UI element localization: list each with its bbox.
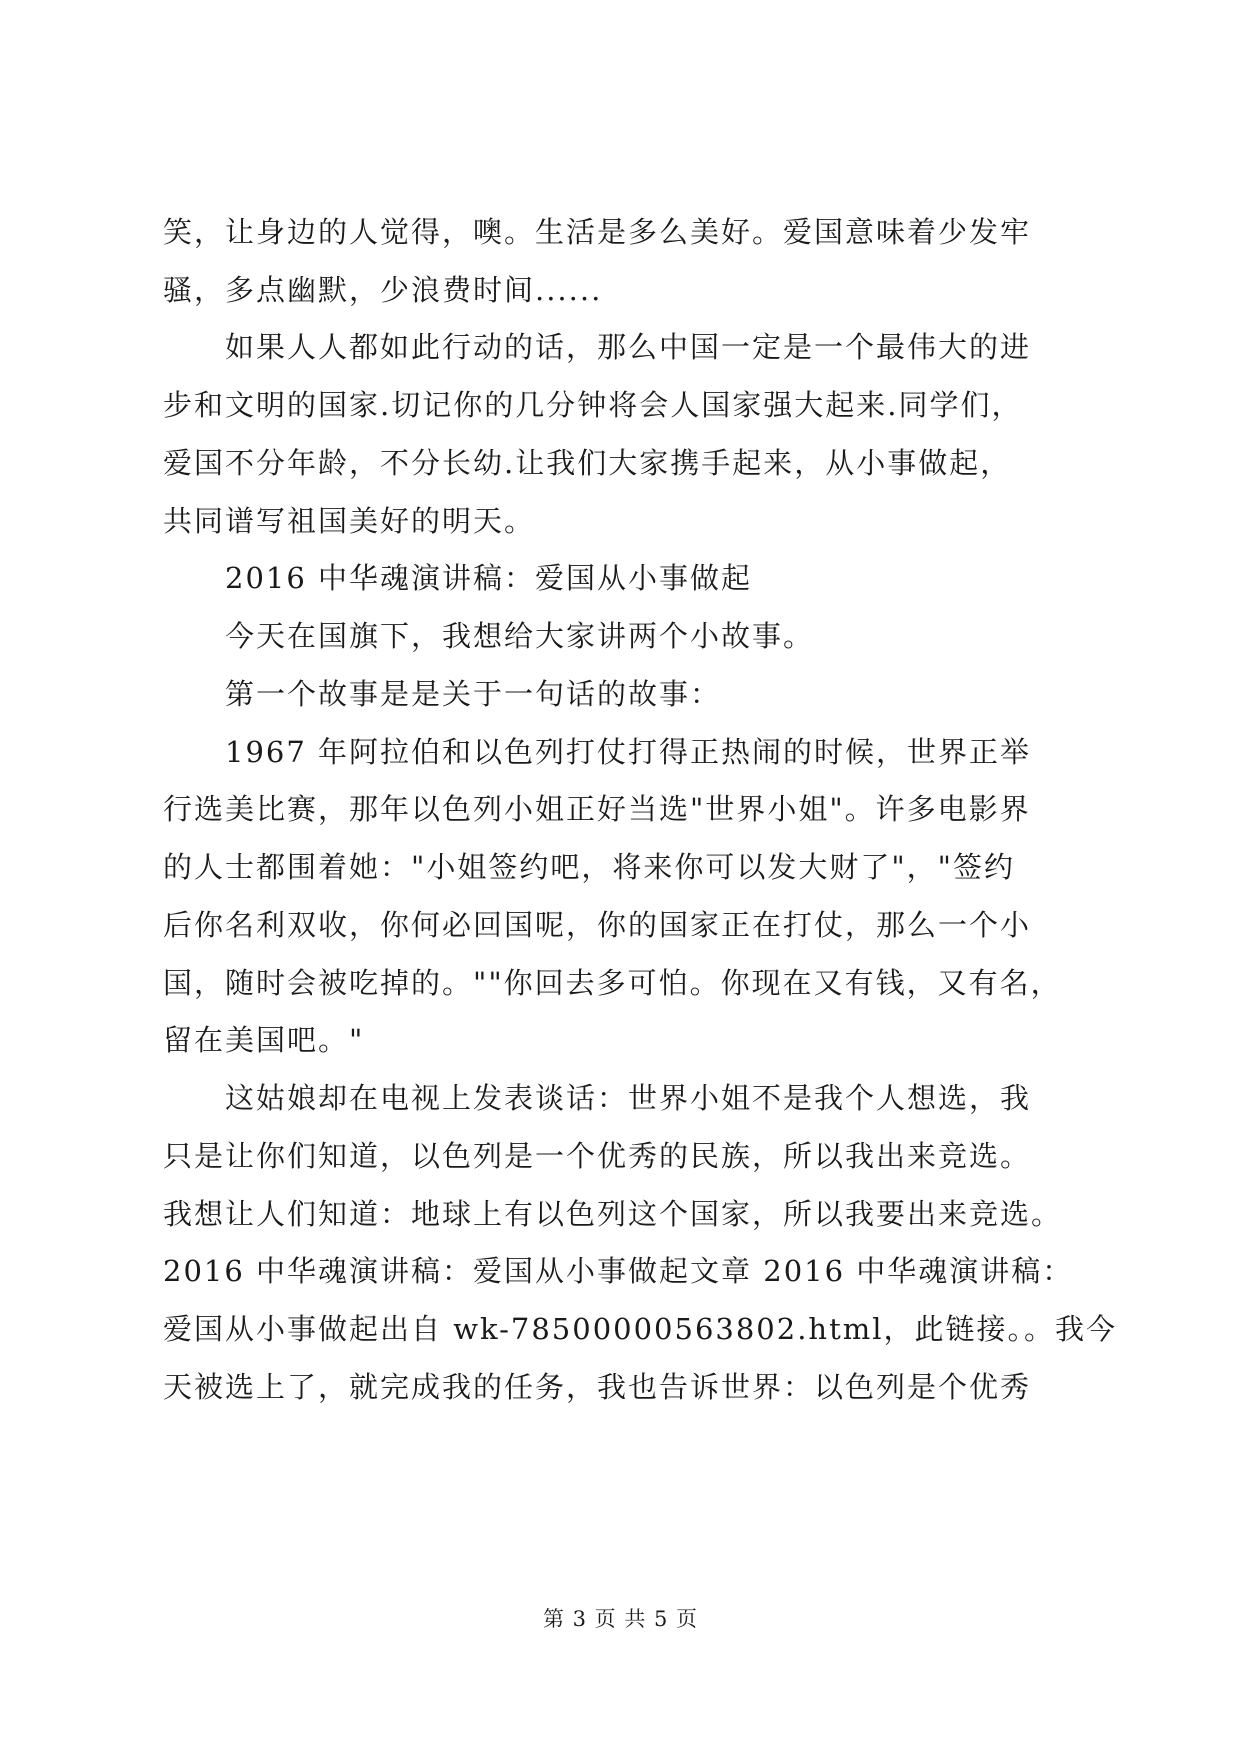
body-text-line: 这姑娘却在电视上发表谈话：世界小姐不是我个人想选，我 [163,1081,1032,1115]
page-number-footer: 第 3 页 共 5 页 [542,1607,699,1631]
body-text-line: 笑，让身边的人觉得，噢。生活是多么美好。爱国意味着少发牢 [163,215,1032,249]
body-text-line: 如果人人都如此行动的话，那么中国一定是一个最伟大的进 [163,330,1032,364]
body-text-line: 1967 年阿拉伯和以色列打仗打得正热闹的时候，世界正举 [163,735,1032,769]
body-text-line: 爱国从小事做起出自 wk-78500000563802.html，此链接。。我今 [163,1312,1118,1346]
body-text-line: 只是让你们知道，以色列是一个优秀的民族，所以我出来竞选。 [163,1139,1032,1173]
body-text-line: 国，随时会被吃掉的。""你回去多可怕。你现在又有钱，又有名， [163,966,1062,1000]
body-text-line: 第一个故事是是关于一句话的故事： [163,677,722,711]
body-text-line: 步和文明的国家.切记你的几分钟将会人国家强大起来.同学们， [163,388,1023,422]
body-text-line: 今天在国旗下，我想给大家讲两个小故事。 [163,619,815,653]
body-text-line: 我想让人们知道：地球上有以色列这个国家，所以我要出来竞选。 [163,1197,1063,1231]
body-text-line: 留在美国吧。" [163,1023,365,1057]
body-text-line: 天被选上了，就完成我的任务，我也告诉世界：以色列是个优秀 [163,1370,1032,1404]
body-text-line: 骚，多点幽默，少浪费时间...... [163,273,603,307]
body-text-line: 后你名利双收，你何必回国呢，你的国家正在打仗，那么一个小 [163,908,1032,942]
section-heading: 2016 中华魂演讲稿：爱国从小事做起 [163,561,753,595]
body-text-line: 2016 中华魂演讲稿：爱国从小事做起文章 2016 中华魂演讲稿： [163,1254,1074,1288]
body-text-line: 的人士都围着她："小姐签约吧，将来你可以发大财了"，"签约 [163,850,1016,884]
body-text-line: 爱国不分年龄，不分长幼.让我们大家携手起来，从小事做起， [163,446,1012,480]
body-text-line: 行选美比赛，那年以色列小姐正好当选"世界小姐"。许多电影界 [163,792,1031,826]
body-text-line: 共同谱写祖国美好的明天。 [163,504,536,538]
